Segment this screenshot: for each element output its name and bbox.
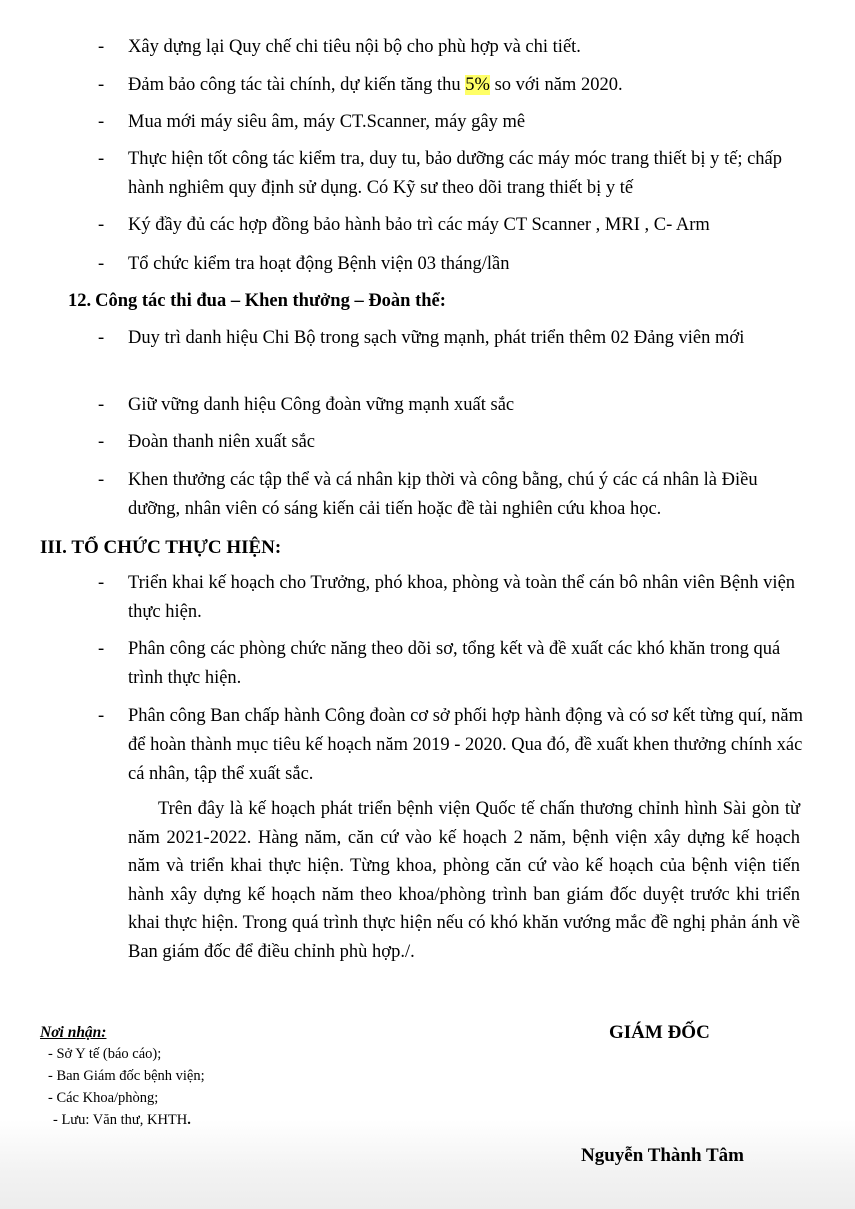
recipients-title: Nơi nhận: [40, 1024, 107, 1041]
list-item-text: Tổ chức kiểm tra hoạt động Bệnh viện 03 tháng/lần [128, 254, 510, 274]
bullet-dash: - [98, 215, 105, 235]
bullet-dash: - [98, 75, 105, 95]
list-item-text: Triển khai kế hoạch cho Trưởng, phó khoa, phòng và toàn thể cán bô nhân viên Bệnh viện thực hiện. [128, 573, 796, 622]
text-segment: Đảm bảo công tác tài chính, dự kiến tăng thu [128, 75, 466, 95]
recipient-text: - Lưu: Văn thư, KHTH [53, 1112, 188, 1128]
bullet-dash: - [98, 112, 105, 132]
recipient-item: - Sở Y tế (báo cáo); [48, 1046, 162, 1062]
list-item-text: Khen thưởng các tập thể và cá nhân kịp thời và công bằng, chú ý các cá nhân là Điều dưỡng, nhân viên có sáng kiến cải tiến hoặc đề tài nghiên cứu khoa học. [128, 470, 758, 519]
section-number: 12. [68, 291, 92, 311]
bullet-dash: - [98, 432, 105, 452]
signature-title: GIÁM ĐỐC [609, 1022, 710, 1043]
list-item-text: Phân công các phòng chức năng theo dõi sơ, tổng kết và đề xuất các khó khăn trong quá trình thực hiện. [128, 639, 781, 688]
bullet-dash: - [98, 254, 105, 274]
recipient-item: - Các Khoa/phòng; [48, 1090, 159, 1106]
bullet-dash: - [98, 328, 105, 348]
bullet-dash: - [98, 470, 105, 490]
section-title: Công tác thi đua – Khen thưởng – Đoàn thể: [95, 291, 446, 311]
bullet-dash: - [98, 149, 105, 169]
section-12-heading [68, 287, 446, 316]
text-segment: so với năm 2020. [489, 75, 623, 95]
section-3-heading: III. TỔ CHỨC THỰC HIỆN: [40, 537, 282, 558]
bullet-dash: - [98, 639, 105, 659]
list-item-text: Mua mới máy siêu âm, máy CT.Scanner, máy gây mê [128, 112, 526, 132]
highlighted-percent: 5% [465, 75, 490, 95]
list-item-text: Thực hiện tốt công tác kiểm tra, duy tu, bảo dưỡng các máy móc trang thiết bị y tế; chấp hành nghiêm quy định sử dụng. Có Kỹ sư theo dõi trang thiết bị y tế [128, 149, 783, 198]
bullet-dash: - [98, 37, 105, 57]
bullet-dash: - [98, 395, 105, 415]
list-item-text: Đoàn thanh niên xuất sắc [128, 432, 315, 452]
signature-name: Nguyễn Thành Tâm [581, 1145, 744, 1166]
list-item-text: Giữ vững danh hiệu Công đoàn vững mạnh xuất sắc [128, 395, 515, 415]
list-item-text: Phân công Ban chấp hành Công đoàn cơ sở phối hợp hành động và có sơ kết từng quí, năm để hoàn thành mục tiêu kế hoạch năm 2019 - 2020. Qua đó, đề xuất khen thưởng chính xác cá nhân, tập thể xuất sắc. [128, 706, 803, 784]
list-item-text: Ký đầy đủ các hợp đồng bảo hành bảo trì các máy CT Scanner , MRI , C- Arm [128, 215, 710, 235]
list-item-text: Xây dựng lại Quy chế chi tiêu nội bộ cho phù hợp và chi tiết. [128, 37, 581, 57]
recipient-item [53, 1111, 191, 1129]
closing-paragraph: Trên đây là kế hoạch phát triển bệnh viện Quốc tế chấn thương chỉnh hình Sài gòn từ năm 2021-2022. Hàng năm, căn cứ vào kế hoạch 2 năm, bệnh viện xây dựng kế hoạch năm và triển khai thực hiện. Từng khoa, phòng căn cứ vào kế hoạch của bệnh viện tiến hành xây dựng kế hoạch năm theo khoa/phòng trình ban giám đốc duyệt trước khi triển khai thực hiện. Trong quá trình thực hiện nếu có khó khăn vướng mắc đề nghị phản ánh về Ban giám đốc để điều chỉnh phù hợp./. [128, 799, 800, 962]
recipient-suffix: . [187, 1112, 191, 1128]
list-item-text [128, 71, 808, 100]
bullet-dash: - [98, 573, 105, 593]
list-item-text: Duy trì danh hiệu Chi Bộ trong sạch vững mạnh, phát triển thêm 02 Đảng viên mới [128, 328, 745, 348]
bullet-dash: - [98, 706, 105, 726]
recipient-item: - Ban Giám đốc bệnh viện; [48, 1068, 205, 1084]
